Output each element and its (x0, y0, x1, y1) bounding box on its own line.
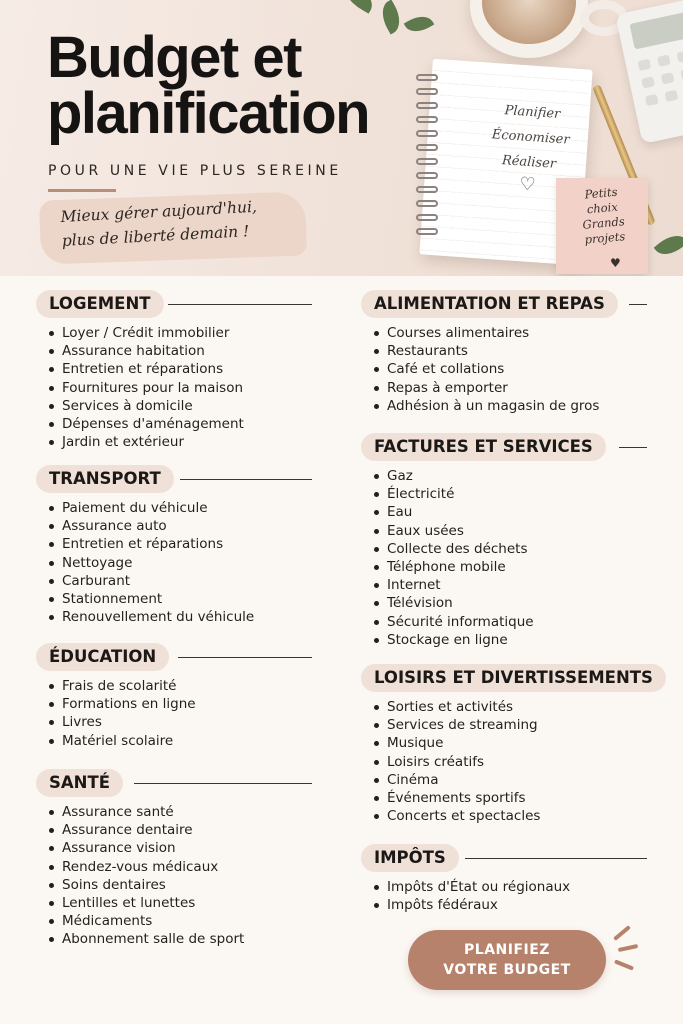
section-alimentation (361, 290, 605, 415)
list-item: Électricité (361, 485, 534, 503)
list-item: Frais de scolarité (36, 677, 196, 695)
title-line: Budget et (47, 25, 301, 90)
sticky-note-text (560, 183, 647, 250)
divider (180, 479, 312, 480)
list-item: Loisirs créatifs (361, 753, 540, 771)
heart-icon: ♥ (610, 256, 621, 270)
notebook-line: Économiser (491, 127, 571, 148)
list-item: Services de streaming (361, 716, 540, 734)
list-item: Lentilles et lunettes (36, 894, 244, 912)
list-item: Concerts et spectacles (361, 807, 540, 825)
item-list (36, 324, 244, 451)
burst-icon (614, 959, 634, 970)
coffee-cup-icon (470, 0, 588, 58)
list-item: Entretien et réparations (36, 535, 254, 553)
section-loisirs (361, 664, 653, 825)
section-title: ALIMENTATION ET REPAS (361, 290, 618, 318)
section-title: ÉDUCATION (36, 643, 169, 671)
section-title: LOGEMENT (36, 290, 164, 318)
section-transport (36, 465, 254, 626)
leaf-icon (376, 0, 407, 34)
list-item: Eau (361, 503, 534, 521)
list-item: Soins dentaires (36, 876, 244, 894)
item-list (36, 677, 196, 750)
list-item: Assurance auto (36, 517, 254, 535)
list-item: Eaux usées (361, 522, 534, 540)
section-title: LOISIRS ET DIVERTISSEMENTS (361, 664, 666, 692)
list-item: Paiement du véhicule (36, 499, 254, 517)
section-title: FACTURES ET SERVICES (361, 433, 606, 461)
item-list (361, 467, 534, 649)
section-sante (36, 769, 244, 949)
section-title: SANTÉ (36, 769, 123, 797)
list-item: Sorties et activités (361, 698, 540, 716)
page-subtitle: POUR UNE VIE PLUS SEREINE (48, 163, 342, 179)
section-logement (36, 290, 244, 451)
list-item: Restaurants (361, 342, 599, 360)
list-item: Sécurité informatique (361, 613, 534, 631)
item-list (36, 499, 254, 626)
list-item: Jardin et extérieur (36, 433, 244, 451)
list-item: Matériel scolaire (36, 732, 196, 750)
list-item: Assurance dentaire (36, 821, 244, 839)
list-item: Fournitures pour la maison (36, 379, 244, 397)
divider (619, 447, 647, 448)
list-item: Événements sportifs (361, 789, 540, 807)
list-item: Impôts d'État ou régionaux (361, 878, 570, 896)
list-item: Nettoyage (36, 554, 254, 572)
list-item: Abonnement salle de sport (36, 930, 244, 948)
list-item: Café et collations (361, 360, 599, 378)
sticky-line: projets (584, 229, 626, 247)
list-item: Courses alimentaires (361, 324, 599, 342)
item-list (361, 698, 540, 825)
quote-line: plus de liberté demain ! (61, 222, 250, 250)
list-item: Livres (36, 713, 196, 731)
burst-icon (613, 925, 631, 941)
sticky-line: Petits (584, 184, 618, 202)
burst-icon (618, 944, 638, 952)
divider (134, 783, 312, 784)
list-item: Stationnement (36, 590, 254, 608)
notebook-line: Planifier (504, 103, 561, 123)
cta-line: PLANIFIEZ (464, 942, 550, 958)
list-item: Impôts fédéraux (361, 896, 570, 914)
list-item: Adhésion à un magasin de gros (361, 397, 599, 415)
list-item: Loyer / Crédit immobilier (36, 324, 244, 342)
leaf-icon (404, 11, 435, 38)
list-item: Stockage en ligne (361, 631, 534, 649)
list-item: Gaz (361, 467, 534, 485)
section-title: TRANSPORT (36, 465, 174, 493)
section-impots (361, 844, 570, 914)
list-item: Renouvellement du véhicule (36, 608, 254, 626)
list-item: Assurance vision (36, 839, 244, 857)
leaf-icon (654, 228, 683, 261)
list-item: Assurance santé (36, 803, 244, 821)
divider (629, 304, 647, 305)
list-item: Musique (361, 734, 540, 752)
title-line: planification (47, 81, 370, 146)
divider (178, 657, 312, 658)
list-item: Entretien et réparations (36, 360, 244, 378)
notebook-line: Réaliser (501, 153, 557, 172)
list-item: Assurance habitation (36, 342, 244, 360)
leaf-icon (337, 0, 378, 14)
cta-line: VOTRE BUDGET (443, 962, 571, 978)
calculator-icon (615, 0, 683, 144)
list-item: Rendez-vous médicaux (36, 858, 244, 876)
plan-budget-button[interactable] (408, 930, 606, 990)
list-item: Carburant (36, 572, 254, 590)
list-item: Repas à emporter (361, 379, 599, 397)
list-item: Services à domicile (36, 397, 244, 415)
section-title: IMPÔTS (361, 844, 459, 872)
list-item: Télévision (361, 594, 534, 612)
hero-banner (0, 0, 683, 276)
divider (465, 858, 647, 859)
section-factures (361, 433, 593, 649)
section-education (36, 643, 196, 750)
heart-icon: ♡ (518, 173, 537, 196)
list-item: Dépenses d'aménagement (36, 415, 244, 433)
item-list (36, 803, 244, 949)
list-item: Formations en ligne (36, 695, 196, 713)
list-item: Collecte des déchets (361, 540, 534, 558)
item-list (361, 878, 570, 914)
sticky-line: choix (586, 199, 619, 217)
page-title (47, 25, 370, 146)
divider (48, 189, 116, 192)
divider (168, 304, 312, 305)
quote-line: Mieux gérer aujourd'hui, (60, 197, 258, 226)
list-item: Médicaments (36, 912, 244, 930)
sticky-line: Grands (581, 214, 626, 232)
item-list (361, 324, 599, 415)
list-item: Internet (361, 576, 534, 594)
list-item: Téléphone mobile (361, 558, 534, 576)
list-item: Cinéma (361, 771, 540, 789)
